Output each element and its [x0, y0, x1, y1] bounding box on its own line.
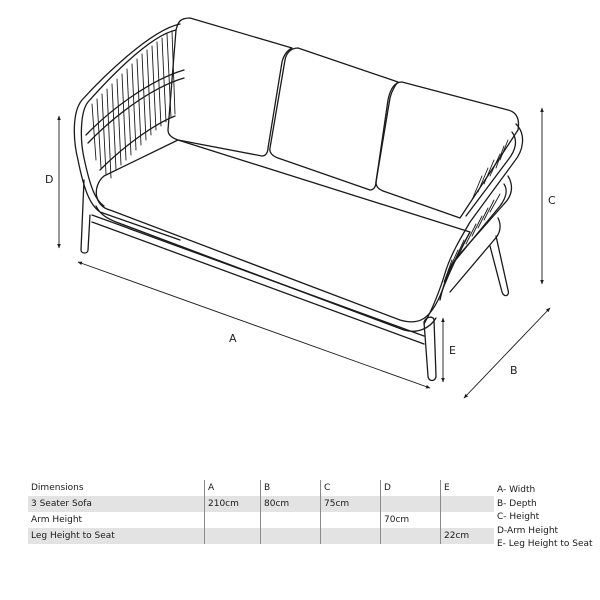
table-cell	[261, 512, 321, 528]
table-cell	[441, 512, 495, 528]
back-cushion-right	[376, 82, 519, 218]
header-cell: A	[205, 480, 261, 496]
dimension-b-arrow	[464, 308, 550, 398]
table-cell	[381, 496, 441, 512]
table-cell: 22cm	[441, 528, 495, 544]
table-cell: 75cm	[321, 496, 381, 512]
header-cell: Dimensions	[31, 483, 84, 493]
dimension-a-label: A	[229, 332, 237, 345]
table-row	[28, 528, 494, 544]
table-cell: 80cm	[261, 496, 321, 512]
table-cell	[205, 512, 261, 528]
table-cell	[205, 528, 261, 544]
dimensions-table	[28, 480, 494, 544]
back-cushion-left	[168, 18, 292, 156]
table-cell	[261, 528, 321, 544]
header-cell: D	[381, 480, 441, 496]
header-cell: C	[321, 480, 381, 496]
dimension-b-label: B	[510, 364, 518, 377]
right-back-leg	[490, 236, 508, 296]
legend-item-leg-height: E- Leg Height to Seat	[497, 539, 593, 549]
left-armrest	[74, 24, 184, 240]
table-cell: 210cm	[205, 496, 261, 512]
table-header-row	[28, 480, 494, 496]
legend-item-depth: B- Depth	[497, 498, 537, 509]
right-front-leg	[424, 317, 436, 380]
dimension-legend	[497, 484, 593, 552]
dimension-e-label: E	[449, 344, 456, 357]
row-label: 3 Seater Sofa	[28, 496, 205, 512]
table-cell: 70cm	[381, 512, 441, 528]
table-row	[28, 496, 494, 512]
header-cell: B	[261, 480, 321, 496]
header-cell: E	[441, 480, 495, 496]
back-cushion-middle	[270, 48, 398, 190]
row-label: Leg Height to Seat	[28, 528, 205, 544]
table-cell	[321, 512, 381, 528]
dimension-c-label: C	[548, 194, 556, 207]
table-cell	[381, 528, 441, 544]
legend-item-arm-height: D-Arm Height	[497, 525, 559, 536]
legend-item-width: A- Width	[497, 485, 536, 495]
dimension-d-label: D	[45, 173, 54, 186]
table-cell	[321, 528, 381, 544]
table-cell	[441, 496, 495, 512]
legend-item-height: C- Height	[497, 512, 540, 522]
table-row	[28, 512, 494, 528]
row-label: Arm Height	[31, 515, 83, 525]
